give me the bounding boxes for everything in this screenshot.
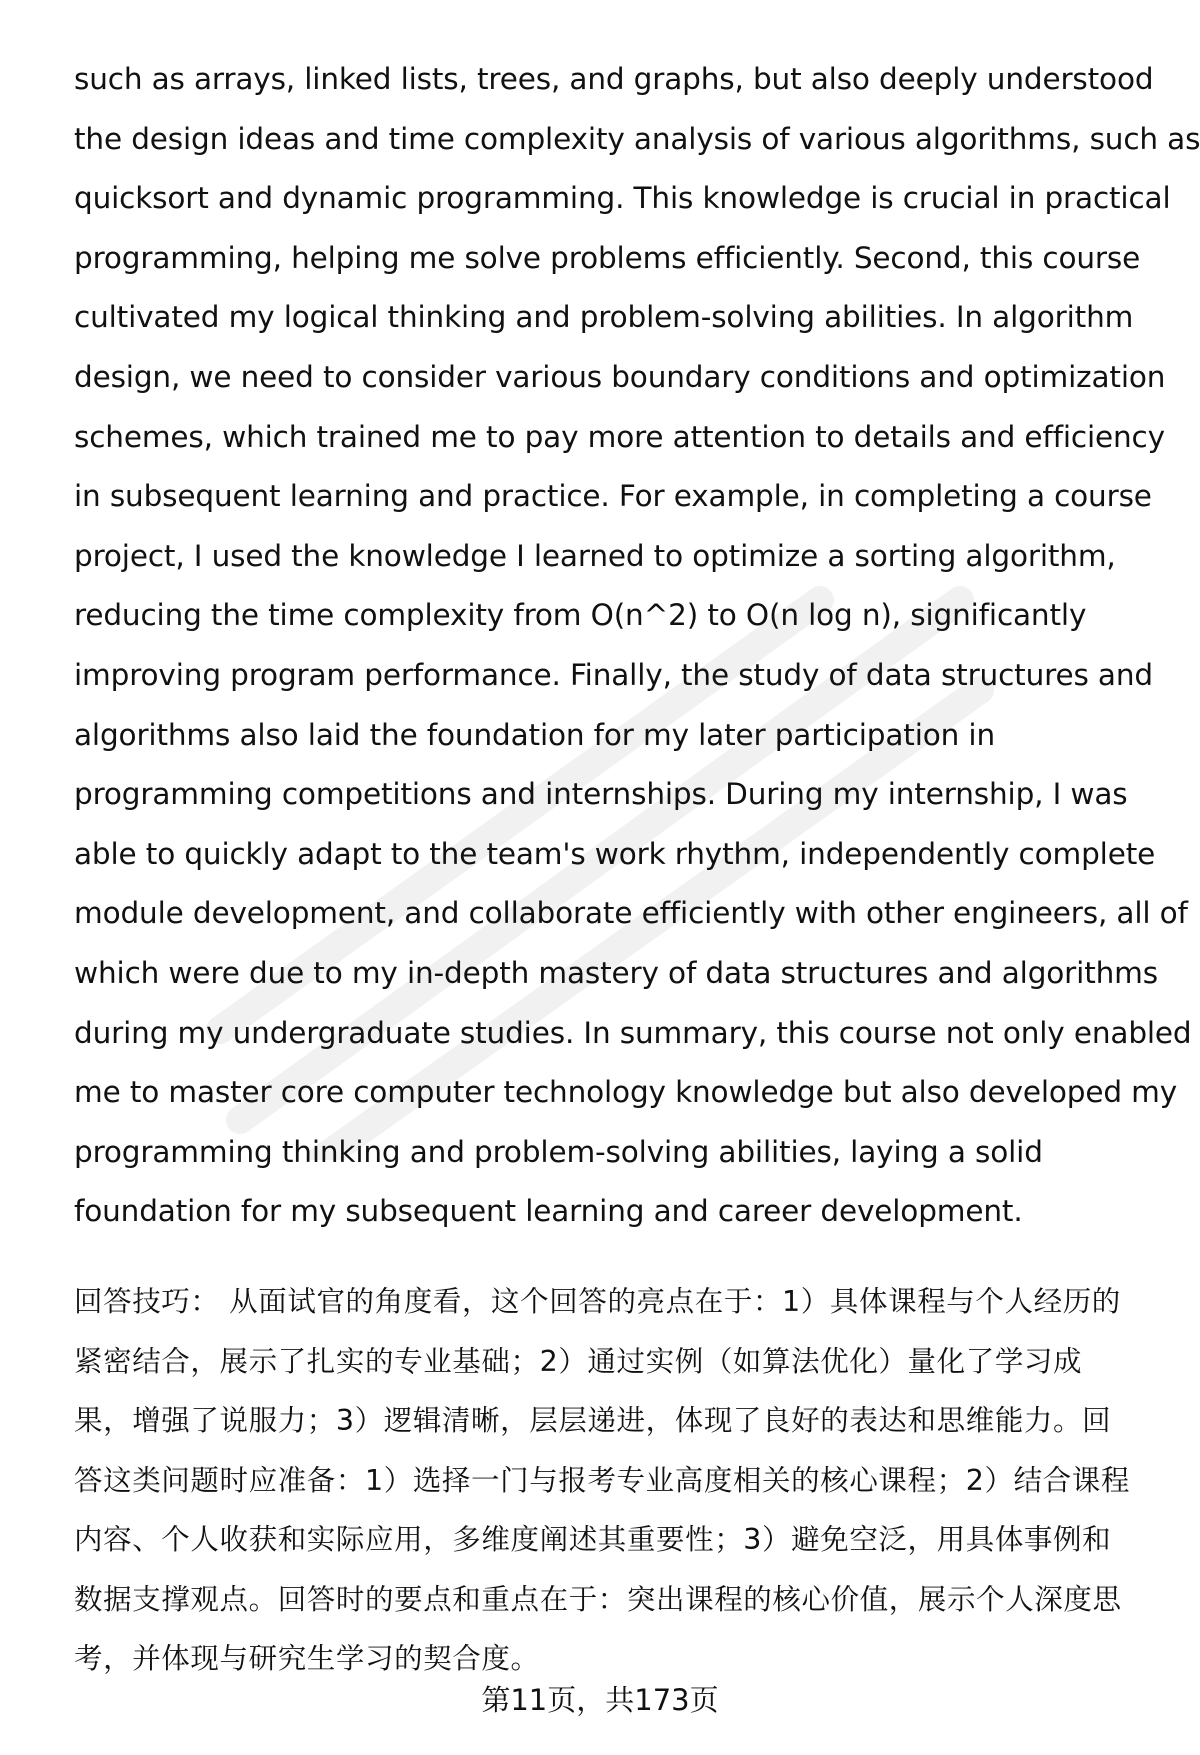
answer-line: cultivated my logical thinking and problem-solving abilities. In algorithm: [74, 300, 1134, 335]
tips-line: 内容、个人收获和实际应用，多维度阐述其重要性；3）避免空泛，用具体事例和: [74, 1523, 1112, 1556]
answer-line: me to master core computer technology knowledge but also developed my: [74, 1075, 1178, 1110]
answer-line: which were due to my in-depth mastery of data structures and algorithms: [74, 955, 1158, 990]
tips-line: 果，增强了说服力；3）逻辑清晰，层层递进，体现了良好的表达和思维能力。回: [74, 1404, 1112, 1437]
answer-line: reducing the time complexity from O(n^2) to O(n log n), significantly: [74, 598, 1087, 633]
answer-line: quicksort and dynamic programming. This knowledge is crucial in practical: [74, 181, 1171, 216]
answer-paragraph: [74, 50, 1200, 1242]
answer-line: improving program performance. Finally, the study of data structures and: [74, 657, 1153, 692]
answer-line: programming, helping me solve problems efficiently. Second, this course: [74, 240, 1141, 275]
tips-line: 紧密结合，展示了扎实的专业基础；2）通过实例（如算法优化）量化了学习成: [74, 1344, 1083, 1378]
answer-line: the design ideas and time complexity analysis of various algorithms, such as: [74, 121, 1200, 156]
answer-line: able to quickly adapt to the team's work rhythm, independently complete: [74, 836, 1156, 871]
answer-line: programming thinking and problem-solving abilities, laying a solid: [74, 1134, 1043, 1169]
tips-line: 数据支撑观点。回答时的要点和重点在于：突出课程的核心价值，展示个人深度思: [74, 1582, 1122, 1616]
answer-tips-paragraph: [74, 1272, 1164, 1689]
answer-line: such as arrays, linked lists, trees, and graphs, but also deeply understood: [74, 62, 1154, 96]
answer-line: during my undergraduate studies. In summary, this course not only enabled: [74, 1015, 1192, 1050]
answer-line: in subsequent learning and practice. For example, in completing a course: [74, 479, 1152, 514]
answer-line: algorithms also laid the foundation for my later participation in: [74, 717, 996, 752]
answer-line: schemes, which trained me to pay more attention to details and efficiency: [74, 419, 1165, 454]
answer-line: module development, and collaborate efficiently with other engineers, all of: [74, 896, 1188, 931]
tips-line: 答这类问题时应准备：1）选择一门与报考专业高度相关的核心课程；2）结合课程: [74, 1463, 1130, 1497]
answer-line: project, I used the knowledge I learned to optimize a sorting algorithm,: [74, 538, 1116, 573]
tips-line: 回答技巧： 从面试官的角度看，这个回答的亮点在于：1）具体课程与个人经历的: [74, 1285, 1121, 1318]
tips-line: 考，并体现与研究生学习的契合度。: [74, 1642, 540, 1675]
page-number-footer: 第11页，共173页: [481, 1683, 719, 1717]
answer-line: design, we need to consider various boundary conditions and optimization: [74, 359, 1166, 394]
answer-line: foundation for my subsequent learning and career development.: [74, 1194, 1023, 1229]
answer-line: programming competitions and internships. During my internship, I was: [74, 777, 1128, 812]
